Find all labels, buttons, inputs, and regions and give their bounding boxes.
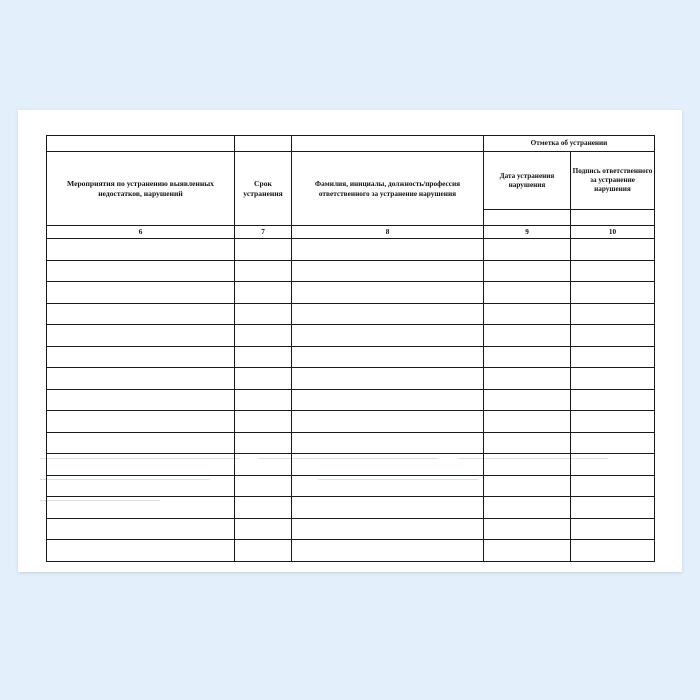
journal-table — [46, 135, 655, 562]
table-cell[interactable] — [235, 540, 292, 562]
header-col7: Срок устранения — [235, 152, 292, 226]
table-cell[interactable] — [571, 239, 655, 261]
table-cell[interactable] — [292, 518, 484, 540]
header-col8: Фамилия, инициалы, должность/профессия ответственного за устранение нарушения — [292, 152, 484, 226]
table-cell[interactable] — [235, 260, 292, 282]
table-cell[interactable] — [484, 346, 571, 368]
table-cell[interactable] — [47, 389, 235, 411]
table-cell[interactable] — [571, 368, 655, 390]
table-cell[interactable] — [571, 282, 655, 304]
table-cell[interactable] — [292, 368, 484, 390]
table-row[interactable] — [47, 303, 655, 325]
table-cell[interactable] — [235, 239, 292, 261]
table-cell[interactable] — [47, 239, 235, 261]
table-cell[interactable] — [235, 282, 292, 304]
table-cell[interactable] — [571, 518, 655, 540]
table-row[interactable] — [47, 346, 655, 368]
journal-table-wrapper — [46, 135, 654, 562]
table-cell[interactable] — [571, 303, 655, 325]
header-col10: Подпись ответственного за устранение нарушения — [571, 152, 655, 210]
table-cell[interactable] — [235, 432, 292, 454]
colnum-7: 7 — [235, 226, 292, 239]
table-cell[interactable] — [47, 518, 235, 540]
table-cell[interactable] — [292, 346, 484, 368]
table-cell[interactable] — [292, 411, 484, 433]
table-cell[interactable] — [235, 475, 292, 497]
group-header-spacer-1 — [47, 136, 235, 152]
table-cell[interactable] — [484, 325, 571, 347]
table-cell[interactable] — [571, 325, 655, 347]
table-cell[interactable] — [292, 497, 484, 519]
table-cell[interactable] — [235, 497, 292, 519]
header-col9-filler — [484, 210, 571, 226]
table-cell[interactable] — [484, 454, 571, 476]
table-cell[interactable] — [571, 260, 655, 282]
table-row[interactable] — [47, 454, 655, 476]
table-cell[interactable] — [571, 432, 655, 454]
table-row[interactable] — [47, 282, 655, 304]
journal-body — [47, 239, 655, 562]
table-cell[interactable] — [484, 475, 571, 497]
table-cell[interactable] — [484, 282, 571, 304]
colnum-8: 8 — [292, 226, 484, 239]
table-cell[interactable] — [292, 432, 484, 454]
table-cell[interactable] — [571, 475, 655, 497]
table-cell[interactable] — [47, 475, 235, 497]
table-cell[interactable] — [484, 303, 571, 325]
table-cell[interactable] — [571, 346, 655, 368]
table-cell[interactable] — [484, 411, 571, 433]
table-row[interactable] — [47, 389, 655, 411]
table-header-row — [47, 152, 655, 210]
table-cell[interactable] — [292, 454, 484, 476]
table-cell[interactable] — [47, 432, 235, 454]
header-col10-filler — [571, 210, 655, 226]
table-cell[interactable] — [292, 303, 484, 325]
table-cell[interactable] — [484, 518, 571, 540]
table-row[interactable] — [47, 540, 655, 562]
table-cell[interactable] — [571, 540, 655, 562]
column-number-row — [47, 226, 655, 239]
group-header-spacer-2 — [235, 136, 292, 152]
table-cell[interactable] — [484, 239, 571, 261]
table-row[interactable] — [47, 239, 655, 261]
table-cell[interactable] — [235, 303, 292, 325]
table-cell[interactable] — [235, 454, 292, 476]
table-cell[interactable] — [235, 346, 292, 368]
table-cell[interactable] — [571, 454, 655, 476]
table-cell[interactable] — [292, 260, 484, 282]
table-cell[interactable] — [235, 368, 292, 390]
table-cell[interactable] — [484, 540, 571, 562]
group-header-otmetka: Отметка об устранении — [484, 136, 655, 152]
table-cell[interactable] — [292, 389, 484, 411]
header-col9: Дата устранения нарушения — [484, 152, 571, 210]
table-cell[interactable] — [47, 368, 235, 390]
table-cell[interactable] — [292, 475, 484, 497]
table-cell[interactable] — [47, 411, 235, 433]
table-cell[interactable] — [484, 260, 571, 282]
colnum-10: 10 — [571, 226, 655, 239]
table-cell[interactable] — [235, 325, 292, 347]
table-cell[interactable] — [571, 411, 655, 433]
table-cell[interactable] — [484, 368, 571, 390]
header-col6: Мероприятия по устранению выявленных недостатков, нарушений — [47, 152, 235, 226]
table-cell[interactable] — [47, 540, 235, 562]
table-row[interactable] — [47, 518, 655, 540]
table-cell[interactable] — [47, 346, 235, 368]
table-cell[interactable] — [571, 389, 655, 411]
table-row[interactable] — [47, 497, 655, 519]
table-cell[interactable] — [292, 282, 484, 304]
table-row[interactable] — [47, 475, 655, 497]
table-row[interactable] — [47, 325, 655, 347]
table-row[interactable] — [47, 368, 655, 390]
table-cell[interactable] — [292, 239, 484, 261]
table-cell[interactable] — [571, 497, 655, 519]
table-cell[interactable] — [484, 432, 571, 454]
colnum-9: 9 — [484, 226, 571, 239]
table-cell[interactable] — [47, 454, 235, 476]
table-cell[interactable] — [235, 411, 292, 433]
table-cell[interactable] — [235, 518, 292, 540]
table-cell[interactable] — [47, 282, 235, 304]
table-group-header-row — [47, 136, 655, 152]
table-cell[interactable] — [484, 497, 571, 519]
table-cell[interactable] — [47, 325, 235, 347]
group-header-spacer-3 — [292, 136, 484, 152]
document-page — [18, 110, 682, 572]
table-cell[interactable] — [47, 497, 235, 519]
table-row[interactable] — [47, 260, 655, 282]
table-cell[interactable] — [47, 260, 235, 282]
table-row[interactable] — [47, 411, 655, 433]
table-cell[interactable] — [47, 303, 235, 325]
table-cell[interactable] — [484, 389, 571, 411]
table-cell[interactable] — [292, 540, 484, 562]
table-cell[interactable] — [292, 325, 484, 347]
colnum-6: 6 — [47, 226, 235, 239]
table-row[interactable] — [47, 432, 655, 454]
table-cell[interactable] — [235, 389, 292, 411]
